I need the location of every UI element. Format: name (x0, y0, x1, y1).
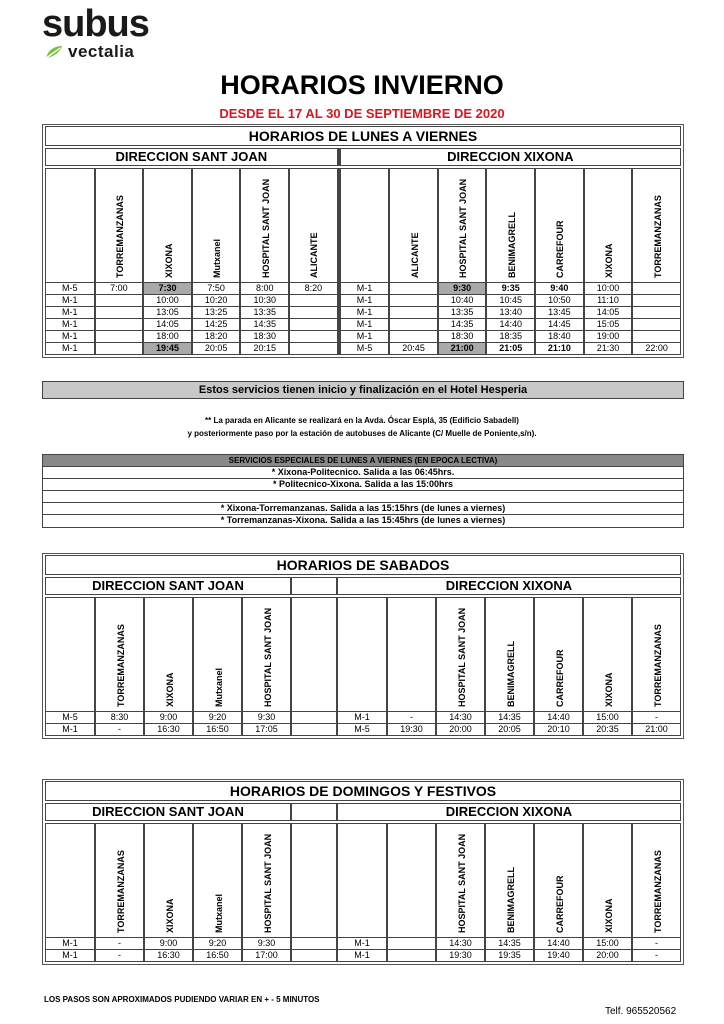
table-cell (289, 307, 338, 319)
table-cell: 15:00 (583, 938, 632, 950)
sunday-schedule (42, 779, 684, 965)
table-cell: 9:40 (535, 283, 584, 295)
table-cell: M-5 (45, 712, 95, 724)
table-gap-cell (291, 712, 337, 724)
table-row (45, 343, 681, 355)
stop-header (535, 168, 584, 283)
stop-header (340, 168, 390, 283)
table-cell: 18:30 (240, 331, 289, 343)
stop-header (387, 823, 436, 938)
stop-header (193, 823, 242, 938)
stop-header (485, 823, 534, 938)
table-row (45, 307, 681, 319)
direction-xixona: DIRECCION XIXONA (340, 148, 681, 166)
table-cell: 9:30 (242, 938, 291, 950)
table-gap-cell (291, 724, 337, 736)
schedule-title: HORARIOS DE DOMINGOS Y FESTIVOS (45, 781, 681, 801)
stop-header (534, 823, 583, 938)
table-cell: 13:35 (240, 307, 289, 319)
table-cell: - (632, 950, 681, 962)
table-cell: 9:20 (193, 712, 242, 724)
special-service-row: * Torremanzanas-Xixona. Salida a las 15:45hrs (de lunes a viernes) (220, 515, 506, 525)
table-row (45, 319, 681, 331)
stop-header (337, 597, 387, 712)
table-cell: M-1 (340, 331, 390, 343)
stop-header-label: CARREFOUR (555, 220, 566, 278)
special-service-row: * Politecnico-Xixona. Salida a las 15:00hrs (43, 479, 683, 491)
table-cell: M-1 (45, 331, 95, 343)
table-cell: 19:35 (485, 950, 534, 962)
table-cell: M-5 (340, 343, 390, 355)
table-cell: 9:20 (193, 938, 242, 950)
stop-header-label: XIXONA (163, 243, 174, 278)
table-cell: M-1 (337, 712, 387, 724)
stop-header (583, 597, 632, 712)
schedule-title: HORARIOS DE SABADOS (45, 555, 681, 575)
stop-header (240, 168, 289, 283)
stop-header (486, 168, 535, 283)
table-cell: M-1 (45, 307, 95, 319)
table-cell: 22:00 (632, 343, 681, 355)
alicante-note-1: ** La parada en Alicante se realizará en la Avda. Óscar Esplá, 35 (Edificio Sabadell) (205, 416, 519, 425)
stop-header (95, 597, 144, 712)
header-gap (291, 823, 337, 938)
direction-sant-joan: DIRECCION SANT JOAN (45, 148, 338, 166)
table-cell: 14:25 (192, 319, 241, 331)
table-cell (389, 295, 438, 307)
stop-header (584, 168, 633, 283)
table-cell: 14:45 (535, 319, 584, 331)
brand-sub-text: vectalia (68, 42, 135, 61)
stop-header (95, 168, 144, 283)
stop-header-label: HOSPITAL SANT JOAN (262, 607, 273, 707)
table-row (45, 950, 681, 962)
stop-header (485, 597, 534, 712)
stop-header-label: TORREMANZANAS (115, 850, 126, 933)
stop-header-label: BENIMAGRELL (505, 641, 516, 707)
table-cell: - (632, 712, 681, 724)
table-cell (632, 319, 681, 331)
table-cell: 19:45 (143, 343, 192, 355)
table-cell: 20:00 (436, 724, 485, 736)
stop-header-label: XIXONA (603, 672, 614, 707)
table-cell: 14:05 (143, 319, 192, 331)
stop-header-label: CARREFOUR (554, 875, 565, 933)
table-cell: 18:35 (486, 331, 535, 343)
table-cell: 9:00 (144, 712, 193, 724)
stop-header (45, 168, 95, 283)
special-service-row (43, 491, 683, 503)
table-cell: 14:35 (485, 938, 534, 950)
stop-header-label: HOSPITAL SANT JOAN (456, 833, 467, 933)
stop-header-label: TORREMANZANAS (652, 195, 663, 278)
table-cell: 20:10 (534, 724, 583, 736)
table-cell: M-1 (45, 343, 95, 355)
table-cell: 9:30 (438, 283, 487, 295)
stop-header-label: XIXONA (164, 898, 175, 933)
table-cell: M-5 (45, 283, 95, 295)
stop-header-label: XIXONA (604, 243, 614, 278)
table-cell (632, 295, 681, 307)
stop-header (242, 597, 291, 712)
table-cell (632, 283, 681, 295)
stop-header-label: HOSPITAL SANT JOAN (458, 178, 469, 278)
table-cell: 8:20 (289, 283, 338, 295)
stop-header (583, 823, 632, 938)
stop-header-label: TORREMANZANAS (115, 624, 126, 707)
stop-header-label: TORREMANZANAS (652, 850, 663, 933)
table-cell (632, 331, 681, 343)
table-cell: M-1 (45, 319, 95, 331)
table-cell: 10:40 (438, 295, 487, 307)
header-gap (291, 597, 337, 712)
table-cell: 10:45 (486, 295, 535, 307)
table-cell: 18:30 (438, 331, 487, 343)
table-cell: 14:40 (534, 712, 583, 724)
saturday-schedule (42, 553, 684, 739)
table-cell: 15:05 (584, 319, 633, 331)
stop-header-label: HOSPITAL SANT JOAN (456, 607, 467, 707)
table-cell: M-1 (45, 950, 95, 962)
stop-header (192, 168, 241, 283)
table-cell: 17:00 (242, 950, 291, 962)
table-cell (387, 950, 436, 962)
table-cell: - (95, 938, 144, 950)
direction-gap (291, 803, 337, 821)
table-cell: 21:00 (438, 343, 487, 355)
schedule-title: HORARIOS DE LUNES A VIERNES (45, 126, 681, 146)
table-cell: 18:00 (143, 331, 192, 343)
table-cell: 13:25 (192, 307, 241, 319)
table-cell: 20:05 (485, 724, 534, 736)
stop-header (242, 823, 291, 938)
table-cell (289, 319, 338, 331)
stop-header (632, 823, 681, 938)
stop-header (45, 597, 95, 712)
special-service-row: * Xixona-Politecnico. Salida a las 06:45hrs. (43, 467, 683, 479)
stop-header-label: HOSPITAL SANT JOAN (262, 833, 273, 933)
table-cell: 13:45 (535, 307, 584, 319)
table-cell (389, 319, 438, 331)
table-cell (389, 331, 438, 343)
table-cell: 14:35 (485, 712, 534, 724)
stop-header (337, 823, 387, 938)
table-cell: 10:50 (535, 295, 584, 307)
table-cell: 18:20 (192, 331, 241, 343)
table-cell (387, 938, 436, 950)
table-cell: 8:30 (95, 712, 144, 724)
stop-header (95, 823, 144, 938)
table-cell: M-1 (340, 307, 390, 319)
stop-header-label: ALICANTE (409, 232, 420, 278)
table-gap-cell (291, 950, 337, 962)
phone-number: Telf. 965520562 (605, 1006, 677, 1017)
table-gap-cell (291, 938, 337, 950)
direction-xixona: DIRECCION XIXONA (337, 577, 681, 595)
stop-header-label: XIXONA (603, 898, 614, 933)
stop-header-label: Mutxanel (212, 238, 223, 278)
table-row (45, 724, 681, 736)
table-cell: 19:30 (387, 724, 436, 736)
table-cell: - (95, 724, 144, 736)
table-cell (289, 331, 338, 343)
alicante-note-2: y posteriormente paso por la estación de autobuses de Alicante (C/ Muelle de Poniente,s/n). (187, 429, 537, 438)
table-row (45, 938, 681, 950)
stop-header-label: CARREFOUR (554, 649, 565, 707)
table-cell: 10:00 (143, 295, 192, 307)
table-cell: M-1 (337, 950, 387, 962)
table-cell: - (387, 712, 436, 724)
table-cell: 10:00 (584, 283, 633, 295)
table-cell: 10:30 (240, 295, 289, 307)
date-range: DESDE EL 17 AL 30 DE SEPTIEMBRE DE 2020 (219, 106, 505, 121)
table-cell (389, 307, 438, 319)
stop-header (534, 597, 583, 712)
table-cell: M-1 (45, 938, 95, 950)
table-cell (95, 307, 144, 319)
table-cell: 13:40 (486, 307, 535, 319)
table-cell: 19:40 (534, 950, 583, 962)
stop-header (632, 597, 681, 712)
stop-header (193, 597, 242, 712)
stop-header-label: BENIMAGRELL (505, 867, 516, 933)
stop-header-label: HOSPITAL SANT JOAN (260, 178, 271, 278)
table-cell: 9:00 (144, 938, 193, 950)
table-row (45, 283, 681, 295)
table-row (45, 712, 681, 724)
stop-header (289, 168, 338, 283)
stop-header (436, 597, 485, 712)
table-cell: 7:30 (143, 283, 192, 295)
stop-header (45, 823, 95, 938)
table-cell: 7:00 (95, 283, 144, 295)
table-cell: - (95, 950, 144, 962)
table-cell: 20:05 (192, 343, 241, 355)
stop-header-label: Mutxanel (213, 667, 224, 707)
table-cell: 14:30 (436, 712, 485, 724)
table-cell (95, 295, 144, 307)
table-cell: 14:40 (486, 319, 535, 331)
table-cell: 16:30 (144, 950, 193, 962)
table-cell: 21:05 (486, 343, 535, 355)
table-cell: M-1 (337, 938, 387, 950)
table-cell: - (632, 938, 681, 950)
table-cell: 14:30 (436, 938, 485, 950)
special-service-row: * Xixona-Torremanzanas. Salida a las 15:15hrs (de lunes a viernes) (43, 503, 683, 515)
table-cell: 14:35 (240, 319, 289, 331)
direction-sant-joan: DIRECCION SANT JOAN (45, 577, 291, 595)
table-cell: 20:35 (583, 724, 632, 736)
stop-header (144, 823, 193, 938)
table-cell (389, 283, 438, 295)
table-cell: M-1 (340, 283, 390, 295)
table-cell: M-1 (340, 319, 390, 331)
table-cell: M-1 (340, 295, 390, 307)
table-cell: 16:30 (144, 724, 193, 736)
table-row (45, 331, 681, 343)
table-cell: 20:00 (583, 950, 632, 962)
table-cell: 13:35 (438, 307, 487, 319)
leaf-icon (44, 44, 64, 60)
weekday-schedule (42, 124, 684, 358)
brand-logo: subus (42, 3, 149, 45)
table-cell: 21:30 (584, 343, 633, 355)
special-services (42, 454, 684, 528)
table-cell: 9:30 (242, 712, 291, 724)
table-cell: 20:45 (389, 343, 438, 355)
stop-header-label: XIXONA (164, 672, 175, 707)
brand-sub-logo (44, 42, 134, 62)
table-cell (95, 319, 144, 331)
table-row (45, 295, 681, 307)
table-cell: M-1 (45, 724, 95, 736)
direction-sant-joan: DIRECCION SANT JOAN (45, 803, 291, 821)
table-cell: 21:00 (632, 724, 681, 736)
table-cell: 16:50 (193, 724, 242, 736)
table-cell: 13:05 (143, 307, 192, 319)
stop-header-label: TORREMANZANAS (114, 195, 125, 278)
direction-xixona: DIRECCION XIXONA (337, 803, 681, 821)
table-cell: 10:20 (192, 295, 241, 307)
stop-header (436, 823, 485, 938)
table-cell (289, 295, 338, 307)
table-cell (289, 343, 338, 355)
direction-gap (291, 577, 337, 595)
table-cell: 14:05 (584, 307, 633, 319)
footer-note: LOS PASOS SON APROXIMADOS PUDIENDO VARIAR EN + - 5 MINUTOS (44, 995, 320, 1004)
table-cell: 18:40 (535, 331, 584, 343)
table-cell: 17:05 (242, 724, 291, 736)
table-cell: 7:50 (192, 283, 241, 295)
stop-header (438, 168, 487, 283)
table-cell (95, 343, 144, 355)
hesperia-note: Estos servicios tienen inicio y finalización en el Hotel Hesperia (42, 381, 684, 399)
table-cell: 14:40 (534, 938, 583, 950)
table-cell (95, 331, 144, 343)
table-cell: 19:30 (436, 950, 485, 962)
table-cell: 19:00 (584, 331, 633, 343)
table-cell: 9:35 (486, 283, 535, 295)
stop-header (144, 597, 193, 712)
table-cell: M-1 (45, 295, 95, 307)
table-cell: M-5 (337, 724, 387, 736)
table-cell: 14:35 (438, 319, 487, 331)
stop-header (143, 168, 192, 283)
table-cell: 8:00 (240, 283, 289, 295)
stop-header (632, 168, 681, 283)
page-title: HORARIOS INVIERNO (220, 70, 504, 100)
table-cell: 16:50 (193, 950, 242, 962)
stop-header-label: BENIMAGRELL (506, 212, 517, 278)
stop-header-label: Mutxanel (213, 893, 224, 933)
table-cell: 20:15 (240, 343, 289, 355)
table-cell: 11:10 (584, 295, 633, 307)
stop-header-label: ALICANTE (309, 232, 320, 278)
table-cell: 15:00 (583, 712, 632, 724)
stop-header (389, 168, 438, 283)
stop-header-label: TORREMANZANAS (652, 624, 663, 707)
stop-header (387, 597, 436, 712)
special-services-title: SERVICIOS ESPECIALES DE LUNES A VIERNES (EN EPOCA LECTIVA) (43, 455, 683, 467)
table-cell: 21:10 (535, 343, 584, 355)
table-cell (632, 307, 681, 319)
